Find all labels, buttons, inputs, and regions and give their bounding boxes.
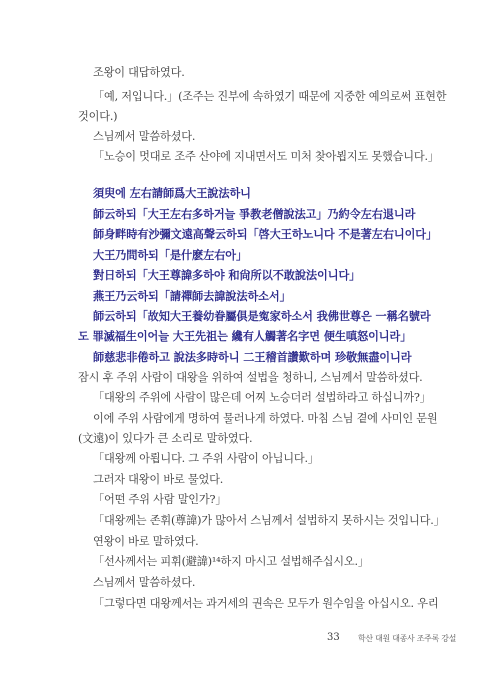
korean-text-line: 조왕이 대답하였다. — [93, 66, 185, 79]
korean-text-line: 「노승이 멋대로 조주 산야에 지내면서도 미처 찾아뵙지도 못했습니다.」 — [93, 150, 439, 163]
korean-text-line: 「대왕께 아룁니다. 그 주위 사람이 아닙니다.」 — [93, 452, 319, 465]
korean-text-line: 「대왕의 주위에 사람이 많은데 어찌 노승더러 설법하라고 하십니까?」 — [93, 391, 431, 404]
korean-text-line: 스님께서 말씀하셨다. — [93, 576, 196, 589]
hanja-text-line: 師身畔時有沙彌文遠高聲云하되「啓大王하노니다 不是著左右니이다」 — [93, 227, 438, 241]
page-number: 33 — [327, 632, 340, 643]
hanja-text-line: 須臾에 左右請師爲大王說法하니 — [93, 186, 251, 200]
korean-text-line: 「선사께서는 피휘(避諱)¹⁴하지 마시고 설법해주십시오.」 — [93, 555, 369, 568]
hanja-text-line: 도 罪滅福生이어늘 大王先祖는 纔有人觸著名字면 便生嗔怒이니라」 — [78, 329, 412, 343]
korean-text-line: (文遠)이 있다가 큰 소리로 말하였다. — [78, 432, 253, 445]
korean-text-line: 연왕이 바로 말하였다. — [93, 535, 199, 548]
book-title: 학산 대원 대종사 조주록 강설 — [358, 634, 457, 643]
korean-text-line: 이에 주위 사람에게 명하여 물러나게 하였다. 마침 스님 곁에 사미인 문원 — [93, 412, 438, 425]
hanja-text-line: 師云하되「故知大王養幼眷屬俱是寃家하소서 我佛世尊은 一稱名號라 — [93, 309, 431, 323]
page-footer — [0, 632, 500, 648]
hanja-text-line: 師慈悲非倦하고 說法多時하니 二王稽首讚歎하며 珍敬無盡이니라 — [93, 350, 412, 364]
korean-text-line: 「그렇다면 대왕께서는 과거세의 권속은 모두가 원수임을 아십시오. 우리 — [93, 597, 439, 610]
hanja-text-line: 大王乃問하되「是什麽左右아」 — [93, 248, 248, 262]
hanja-text-line: 對日하되「大王尊諱多하야 和尙所以不敢說法이니다」 — [93, 268, 361, 282]
korean-text-line: 스님께서 말씀하셨다. — [93, 130, 196, 143]
korean-text-line: 것이다.) — [78, 110, 118, 123]
korean-text-line: 「어떤 주위 사람 말인가?」 — [93, 493, 227, 506]
korean-text-line: 그러자 대왕이 바로 물었다. — [93, 473, 224, 486]
korean-text-line: 「예, 저입니다.」(조주는 진부에 속하였기 때문에 지중한 예의로써 표현한 — [93, 90, 447, 103]
hanja-text-line: 師云하되「大王左右多하거늘 爭教老僧說法고」乃約令左右退니라 — [93, 207, 416, 221]
hanja-text-line: 燕王乃云하되「請禪師去諱說法하소서」 — [93, 289, 291, 303]
korean-text-line: 「대왕께는 존휘(尊諱)가 많아서 스님께서 설법하지 못하시는 것입니다.」 — [93, 514, 445, 527]
korean-text-line: 잠시 후 주위 사람이 대왕을 위하여 설법을 청하니, 스님께서 말씀하셨다. — [78, 371, 423, 384]
